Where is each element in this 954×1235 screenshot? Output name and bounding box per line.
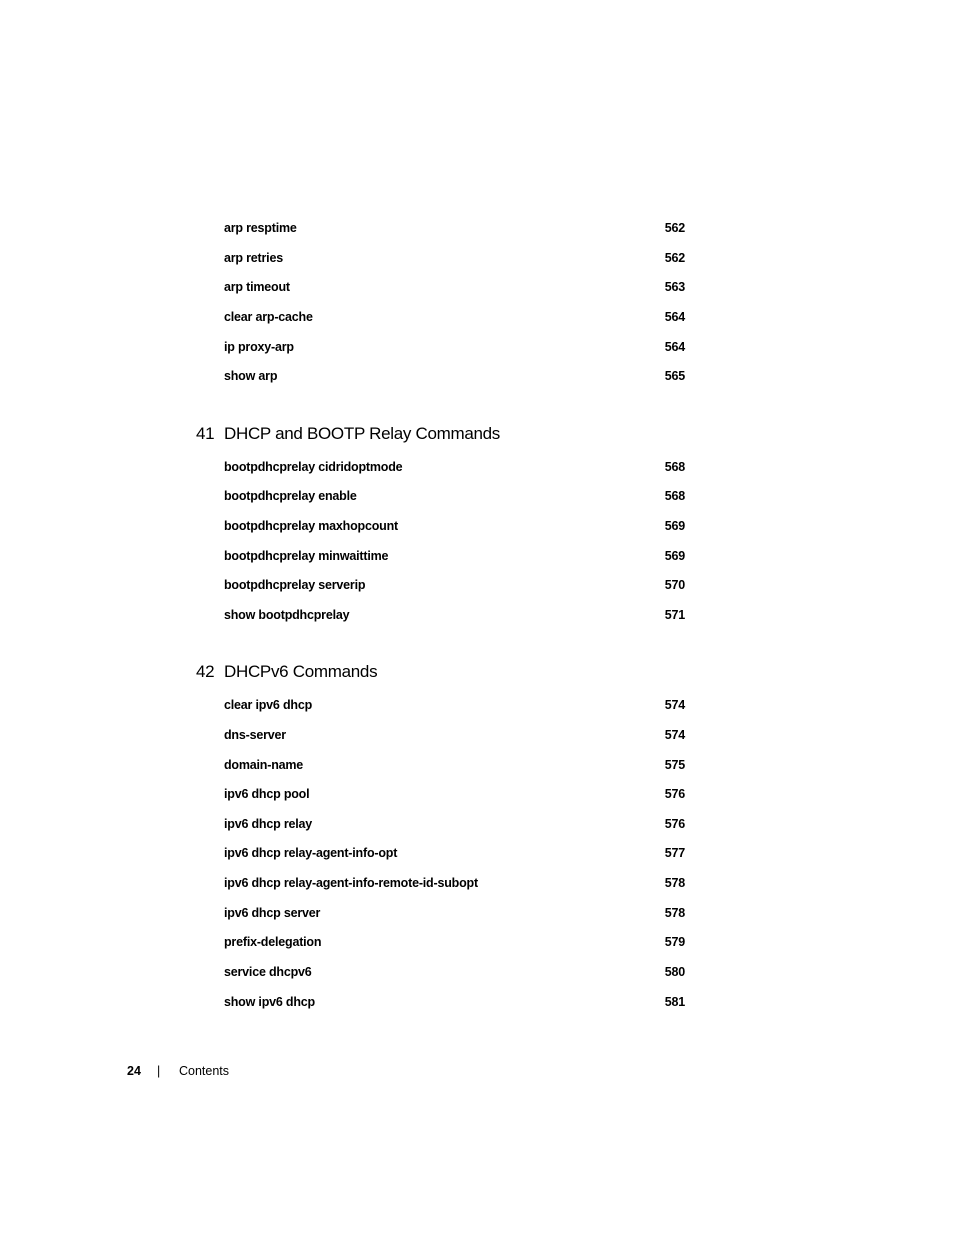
toc-entry[interactable] [224, 517, 685, 535]
toc-entry-command: arp timeout [224, 280, 290, 294]
toc-entry[interactable] [224, 963, 685, 981]
toc-entry-command: ipv6 dhcp server [224, 906, 321, 920]
toc-entry-command: ipv6 dhcp pool [224, 787, 310, 801]
toc-entry-page: 577 [664, 846, 685, 860]
chapter-title: DHCPv6 Commands [224, 662, 378, 681]
toc-entry[interactable] [224, 844, 685, 862]
chapter-number: 41 [196, 424, 215, 443]
toc-entry-page: 569 [664, 519, 685, 533]
toc-entry-page: 571 [664, 608, 685, 622]
chapter-heading[interactable] [196, 422, 500, 446]
toc-entry-page: 574 [664, 698, 685, 712]
toc-entry-command: clear ipv6 dhcp [224, 698, 313, 712]
toc-entry-command: prefix-delegation [224, 935, 322, 949]
toc-entry-page: 565 [664, 369, 685, 383]
toc-entry-command: domain-name [224, 758, 304, 772]
toc-entry-page: 578 [664, 876, 685, 890]
toc-entry-page: 568 [664, 460, 685, 474]
chapter-heading[interactable] [196, 660, 377, 684]
toc-entry-command: bootpdhcprelay serverip [224, 578, 366, 592]
toc-entry[interactable] [224, 249, 685, 267]
toc-entry-page: 562 [664, 251, 685, 265]
toc-entry-page: 562 [664, 221, 685, 235]
toc-entry-page: 576 [664, 817, 685, 831]
toc-entry[interactable] [224, 576, 685, 594]
toc-entry-command: show arp [224, 369, 278, 383]
toc-entry[interactable] [224, 993, 685, 1011]
toc-entry-page: 569 [664, 549, 685, 563]
toc-entry[interactable] [224, 756, 685, 774]
footer-separator: | [157, 1064, 161, 1078]
toc-entry-command: ipv6 dhcp relay-agent-info-remote-id-subopt [224, 876, 478, 890]
toc-entry-command: arp resptime [224, 221, 297, 235]
toc-entry-page: 575 [664, 758, 685, 772]
toc-entry-command: bootpdhcprelay cidridoptmode [224, 460, 403, 474]
toc-entry[interactable] [224, 487, 685, 505]
toc-entry-command: ipv6 dhcp relay [224, 817, 313, 831]
toc-entry-page: 579 [664, 935, 685, 949]
toc-entry-command: bootpdhcprelay minwaittime [224, 549, 389, 563]
toc-entry-page: 563 [664, 280, 685, 294]
toc-entry-page: 581 [664, 995, 685, 1009]
toc-entry[interactable] [224, 458, 685, 476]
toc-entry-page: 570 [664, 578, 685, 592]
toc-entry[interactable] [224, 696, 685, 714]
chapter-title: DHCP and BOOTP Relay Commands [224, 424, 501, 443]
toc-entry-page: 564 [664, 340, 685, 354]
toc-entry[interactable] [224, 219, 685, 237]
toc-entry-command: ipv6 dhcp relay-agent-info-opt [224, 846, 398, 860]
toc-entry-page: 580 [664, 965, 685, 979]
toc-entry[interactable] [224, 874, 685, 892]
toc-entry-command: service dhcpv6 [224, 965, 312, 979]
toc-entry-command: show bootpdhcprelay [224, 608, 350, 622]
toc-entry-page: 564 [664, 310, 685, 324]
chapter-number: 42 [196, 662, 215, 681]
toc-entry[interactable] [224, 815, 685, 833]
toc-entry-page: 574 [664, 728, 685, 742]
toc-entry-command: arp retries [224, 251, 283, 265]
toc-entry[interactable] [224, 933, 685, 951]
toc-entry[interactable] [224, 308, 685, 326]
toc-entry-command: bootpdhcprelay maxhopcount [224, 519, 398, 533]
toc-entry[interactable] [224, 726, 685, 744]
toc-entry[interactable] [224, 367, 685, 385]
toc-entry-page: 568 [664, 489, 685, 503]
toc-entry-page: 578 [664, 906, 685, 920]
toc-entry[interactable] [224, 606, 685, 624]
footer-page-number: 24 [127, 1064, 141, 1078]
toc-entry-command: ip proxy-arp [224, 340, 294, 354]
toc-entry-command: dns-server [224, 728, 286, 742]
toc-entry[interactable] [224, 547, 685, 565]
toc-entry-command: bootpdhcprelay enable [224, 489, 357, 503]
toc-entry[interactable] [224, 338, 685, 356]
toc-entry[interactable] [224, 278, 685, 296]
footer-section-label: Contents [179, 1064, 230, 1078]
toc-entry[interactable] [224, 904, 685, 922]
toc-entry[interactable] [224, 785, 685, 803]
toc-entry-page: 576 [664, 787, 685, 801]
toc-entry-command: show ipv6 dhcp [224, 995, 315, 1009]
toc-entry-command: clear arp-cache [224, 310, 313, 324]
